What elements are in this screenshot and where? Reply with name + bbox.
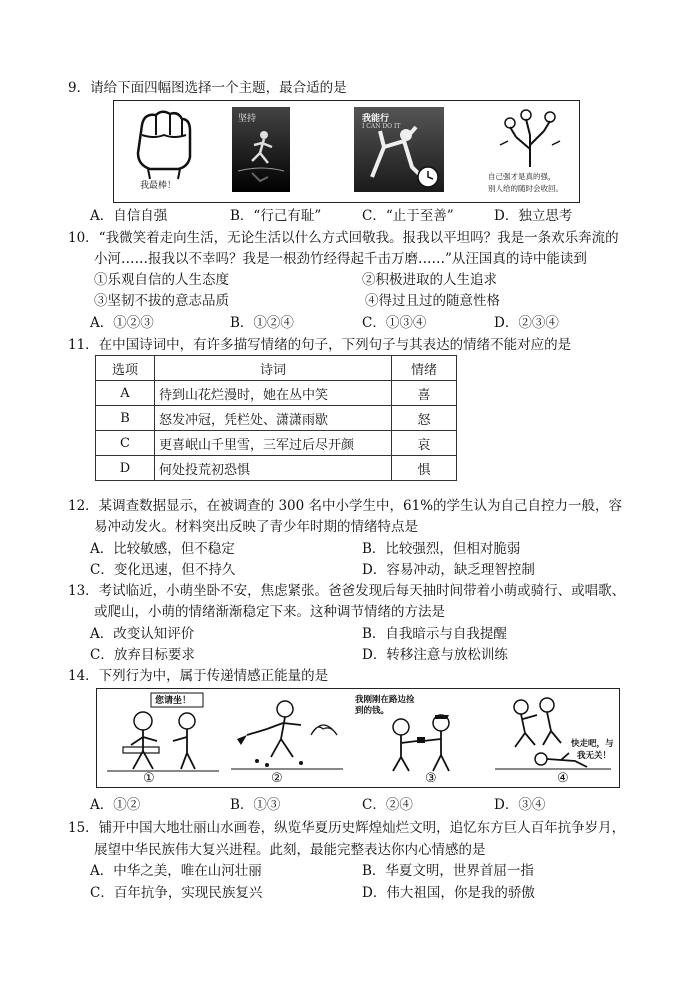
q10-item-2: ②积极进取的人生追求 <box>362 272 497 288</box>
q12-stem-line1: 12．某调查数据显示，在被调查的 300 名中小学生中，61%的学生认为自己自控力一般，容 <box>68 498 623 514</box>
table-header-cell: 选项 <box>96 356 155 381</box>
q9-stem: 9．请给下面四幅图选择一个主题，最合适的是 <box>68 80 347 96</box>
q14-label-1: ① <box>143 771 155 786</box>
q10-option-d[interactable]: D．②③④ <box>494 315 559 331</box>
table-cell: 怒 <box>392 406 457 431</box>
q14-pic3-bubble-2: 到的钱。 <box>355 706 390 716</box>
q11-poem-table <box>95 355 457 481</box>
q15-option-a[interactable]: A．中华之美，唯在山河壮丽 <box>90 863 262 879</box>
q9-pic3-subcaption: I CAN DO IT <box>362 123 401 130</box>
q14-option-b[interactable]: B．①③ <box>230 797 281 813</box>
q9-option-a[interactable]: A．自信自强 <box>90 208 168 224</box>
q15-stem-line1: 15．铺开中国大地壮丽山水画卷，纵览华夏历史辉煌灿烂文明，追忆东方巨人百年抗争岁月， <box>68 820 626 836</box>
table-cell: 哀 <box>392 431 457 456</box>
q14-pic1-bubble: 您请坐！ <box>155 696 192 706</box>
table-header-row <box>96 356 457 381</box>
table-cell: 何处投荒初恐惧 <box>155 456 392 481</box>
q11-stem: 11．在中国诗词中，有许多描写情绪的句子，下列句子与其表达的情绪不能对应的是 <box>68 337 572 353</box>
table-cell: B <box>96 406 155 431</box>
q15-option-b[interactable]: B．华夏文明，世界首屈一指 <box>362 863 534 879</box>
q10-item-4: ④得过且过的随意性格 <box>365 293 500 309</box>
table-header-cell: 诗词 <box>155 356 392 381</box>
q9-pic3-caption: 我能行 <box>362 114 390 124</box>
q10-stem-line1: 10．“我微笑着走向生活，无论生活以什么方式回敬我。报我以平坦吗？我是一条欢乐奔流的 <box>68 230 619 246</box>
table-cell: 喜 <box>392 381 457 406</box>
table-header-cell: 情绪 <box>392 356 457 381</box>
q14-pic4-bubble-2: 我无关！ <box>577 751 612 761</box>
table-row <box>96 431 457 456</box>
q12-option-d[interactable]: D．容易冲动，缺乏理智控制 <box>362 562 535 578</box>
q14-pic4-bubble-1: 快走吧，与 <box>571 739 614 749</box>
q9-pic1-caption: 我最棒！ <box>140 181 177 191</box>
q9-option-d[interactable]: D．独立思考 <box>494 208 573 224</box>
q9-image-strip <box>113 100 580 203</box>
table-cell: 待到山花烂漫时，她在丛中笑 <box>155 381 392 406</box>
q12-stem-line2: 易冲动发火。材料突出反映了青少年时期的情绪特点是 <box>94 519 418 535</box>
q13-stem-line2: 或爬山，小萌的情绪渐渐稳定下来。这种调节情绪的方法是 <box>94 604 445 620</box>
q14-pic3-bubble-1: 我刚刚在路边捡 <box>355 695 415 705</box>
tree-illustration <box>486 105 571 170</box>
q9-option-c[interactable]: C．“止于至善” <box>362 208 454 224</box>
table-row <box>96 406 457 431</box>
ignoring-fallen-cartoon <box>491 695 615 773</box>
q14-image-strip <box>96 688 620 788</box>
table-cell: 怒发冲冠，凭栏处、潇潇雨歇 <box>155 406 392 431</box>
q13-option-a[interactable]: A．改变认知评价 <box>90 626 195 642</box>
q14-label-2: ② <box>271 771 283 786</box>
q13-stem-line1: 13．考试临近，小萌坐卧不安，焦虑紧张。爸爸发现后每天抽时间带着小萌或骑行、或唱歌、 <box>68 583 626 599</box>
q10-option-b[interactable]: B．①②④ <box>230 315 294 331</box>
q10-item-3: ③坚韧不拔的意志品质 <box>94 293 229 309</box>
q10-stem-line2: 小河……报我以不幸吗？我是一根劲竹经得起千击万磨……”从汪国真的诗中能读到 <box>94 251 587 267</box>
table-cell: C <box>96 431 155 456</box>
q10-item-1: ①乐观自信的人生态度 <box>94 272 229 288</box>
q15-stem-line2: 展望中华民族伟大复兴进程。此刻，最能完整表达你内心情感的是 <box>94 842 486 858</box>
q9-option-b[interactable]: B．“行己有耻” <box>230 208 322 224</box>
q12-option-a[interactable]: A．比较敏感，但不稳定 <box>90 541 235 557</box>
littering-cartoon <box>227 695 347 773</box>
q9-pic2-caption: 坚持 <box>238 114 257 124</box>
q14-label-4: ④ <box>557 771 569 786</box>
q13-option-b[interactable]: B．自我暗示与自我提醒 <box>362 626 507 642</box>
q9-pic4-caption-1: 自己强才是真的强， <box>488 172 556 181</box>
table-cell: 惧 <box>392 456 457 481</box>
q14-option-c[interactable]: C．②④ <box>362 797 413 813</box>
q12-option-b[interactable]: B．比较强烈，但相对脆弱 <box>362 541 521 557</box>
returning-money-cartoon <box>359 713 479 775</box>
q10-option-c[interactable]: C．①③④ <box>362 315 427 331</box>
table-row <box>96 381 457 406</box>
q14-option-d[interactable]: D．③④ <box>494 797 546 813</box>
q14-stem: 14．下列行为中，属于传递情感正能量的是 <box>68 668 329 684</box>
q14-label-3: ③ <box>425 771 437 786</box>
q15-option-d[interactable]: D．伟大祖国，你是我的骄傲 <box>362 885 535 901</box>
q14-option-a[interactable]: A．①② <box>90 797 141 813</box>
table-cell: 更喜岷山千里雪，三军过后尽开颜 <box>155 431 392 456</box>
table-cell: D <box>96 456 155 481</box>
q15-option-c[interactable]: C．百年抗争，实现民族复兴 <box>90 885 263 901</box>
table-row <box>96 456 457 481</box>
q12-option-c[interactable]: C．变化迅速，但不持久 <box>90 562 236 578</box>
q13-option-d[interactable]: D．转移注意与放松训练 <box>362 647 508 663</box>
q9-pic4-caption-2: 别人给的随时会收回。 <box>488 184 563 193</box>
q13-option-c[interactable]: C．放弃目标要求 <box>90 647 195 663</box>
q10-option-a[interactable]: A．①②③ <box>90 315 154 331</box>
table-cell: A <box>96 381 155 406</box>
